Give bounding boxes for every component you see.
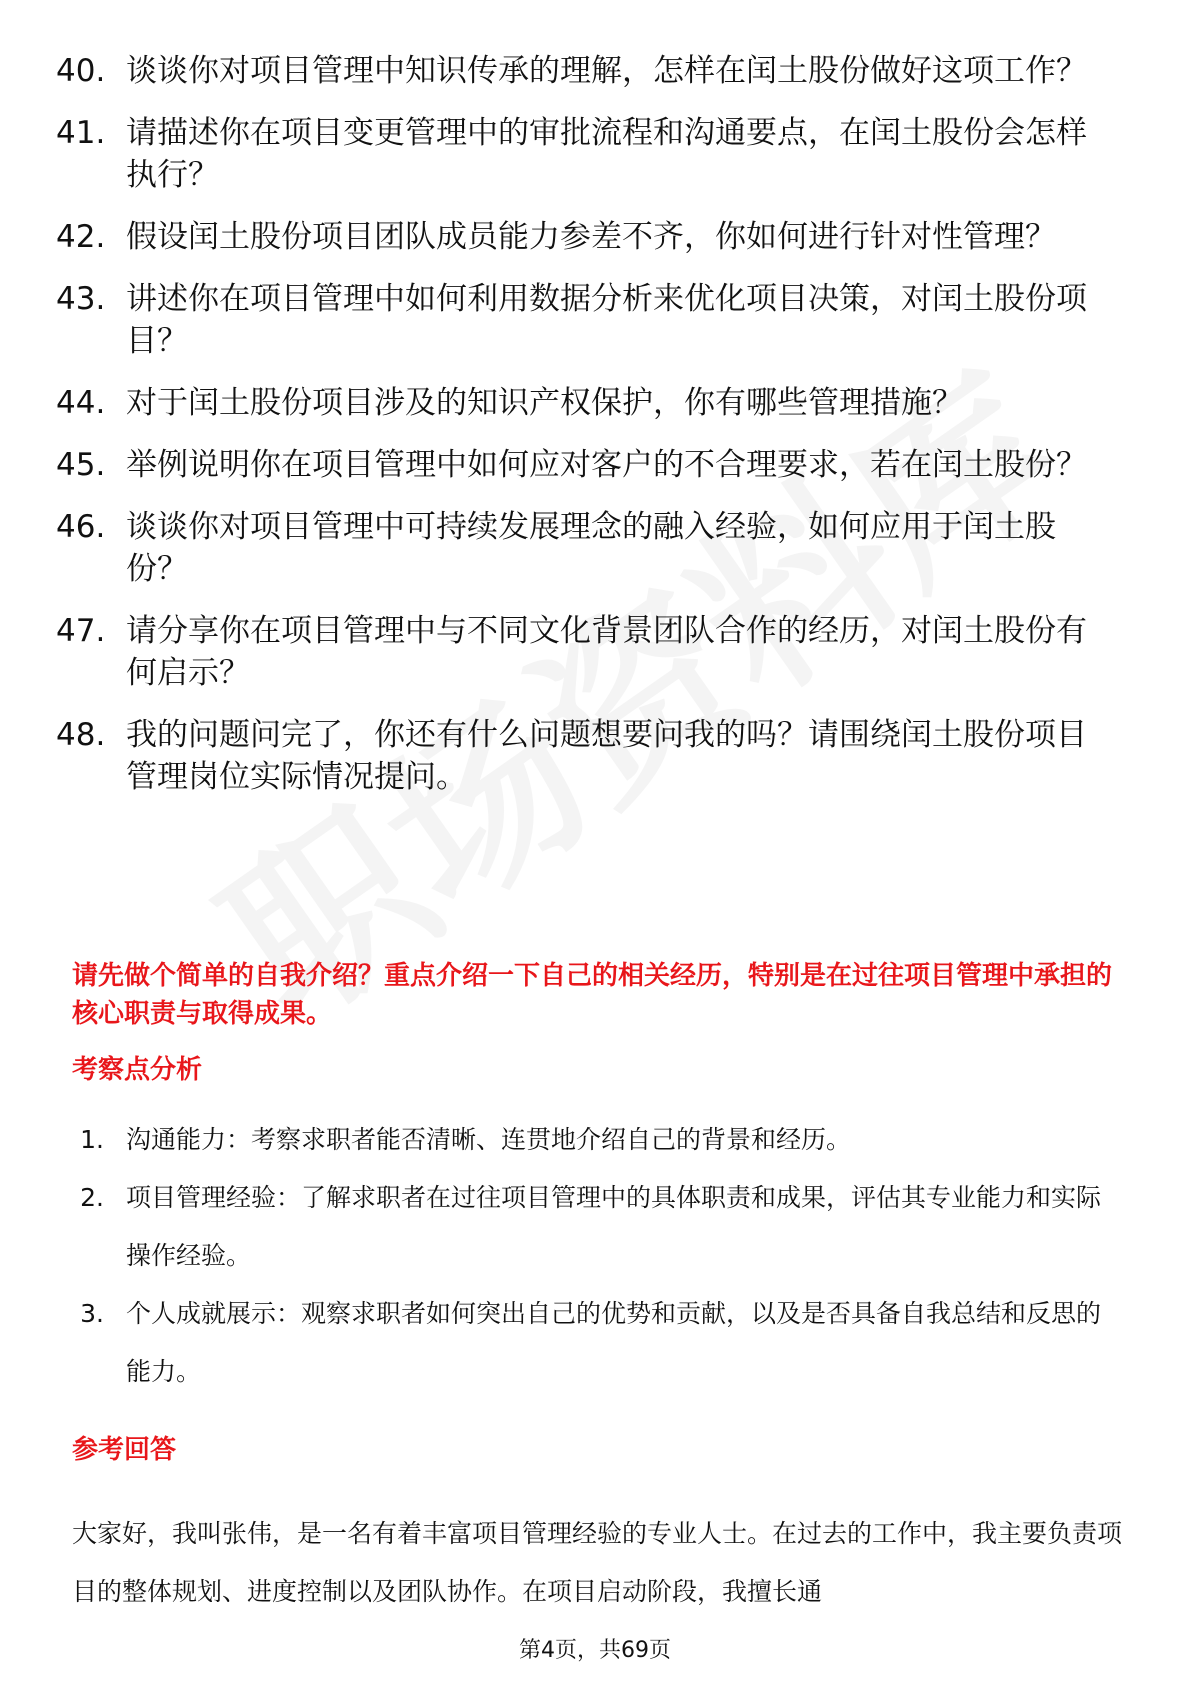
- analysis-heading: 考察点分析: [72, 1055, 203, 1085]
- question-text: 我的问题问完了，你还有什么问题想要问我的吗？请围绕闰土股份项目管理岗位实际情况提问。: [126, 717, 1087, 795]
- question-number: 41.: [56, 115, 106, 151]
- question-text: 谈谈你对项目管理中可持续发展理念的融入经验，如何应用于闰土股份？: [126, 509, 1056, 587]
- question-text: 请描述你在项目变更管理中的审批流程和沟通要点，在闰土股份会怎样执行？: [126, 115, 1087, 193]
- question-number: 45.: [56, 447, 106, 483]
- question-text: 谈谈你对项目管理中知识传承的理解，怎样在闰土股份做好这项工作？: [126, 53, 1087, 89]
- list-item: [56, 610, 1116, 694]
- question-number: 44.: [56, 385, 106, 421]
- question-number: 48.: [56, 717, 106, 753]
- list-item: [72, 1111, 1122, 1169]
- list-item: [56, 382, 1116, 424]
- analysis-text: 个人成就展示：观察求职者如何突出自己的优势和贡献，以及是否具备自我总结和反思的能力。: [126, 1299, 1102, 1386]
- list-item: [56, 50, 1116, 92]
- list-item: [56, 714, 1116, 798]
- list-item: [72, 1285, 1122, 1401]
- analysis-number: 3.: [80, 1299, 104, 1328]
- list-item: [56, 112, 1116, 196]
- question-text: 请分享你在项目管理中与不同文化背景团队合作的经历，对闰土股份有何启示？: [126, 613, 1087, 691]
- analysis-number: 2.: [80, 1183, 104, 1212]
- featured-question: 请先做个简单的自我介绍？重点介绍一下自己的相关经历，特别是在过往项目管理中承担的核心职责与取得成果。: [72, 961, 1113, 1029]
- analysis-number: 1.: [80, 1125, 104, 1154]
- list-item: [56, 278, 1116, 362]
- page-footer: 第4页，共69页: [519, 1638, 671, 1663]
- question-number: 47.: [56, 613, 106, 649]
- list-item: [56, 216, 1116, 258]
- list-item: [72, 1169, 1122, 1285]
- list-item: [56, 444, 1116, 486]
- question-text: 举例说明你在项目管理中如何应对客户的不合理要求，若在闰土股份？: [126, 447, 1087, 483]
- question-number: 46.: [56, 509, 106, 545]
- list-item: [56, 506, 1116, 590]
- question-list: [56, 50, 1116, 818]
- question-text: 假设闰土股份项目团队成员能力参差不齐，你如何进行针对性管理？: [126, 219, 1056, 255]
- question-number: 40.: [56, 53, 106, 89]
- question-text: 对于闰土股份项目涉及的知识产权保护，你有哪些管理措施？: [126, 385, 963, 421]
- question-number: 42.: [56, 219, 106, 255]
- question-number: 43.: [56, 281, 106, 317]
- analysis-text: 沟通能力：考察求职者能否清晰、连贯地介绍自己的背景和经历。: [126, 1125, 852, 1154]
- question-text: 讲述你在项目管理中如何利用数据分析来优化项目决策，对闰土股份项目？: [126, 281, 1087, 359]
- reference-answer: 大家好，我叫张伟，是一名有着丰富项目管理经验的专业人士。在过去的工作中，我主要负责项目的整体规划、进度控制以及团队协作。在项目启动阶段，我擅长通: [72, 1519, 1123, 1606]
- analysis-list: [72, 1111, 1122, 1401]
- reference-heading: 参考回答: [72, 1435, 177, 1465]
- analysis-text: 项目管理经验：了解求职者在过往项目管理中的具体职责和成果，评估其专业能力和实际操作经验。: [126, 1183, 1102, 1270]
